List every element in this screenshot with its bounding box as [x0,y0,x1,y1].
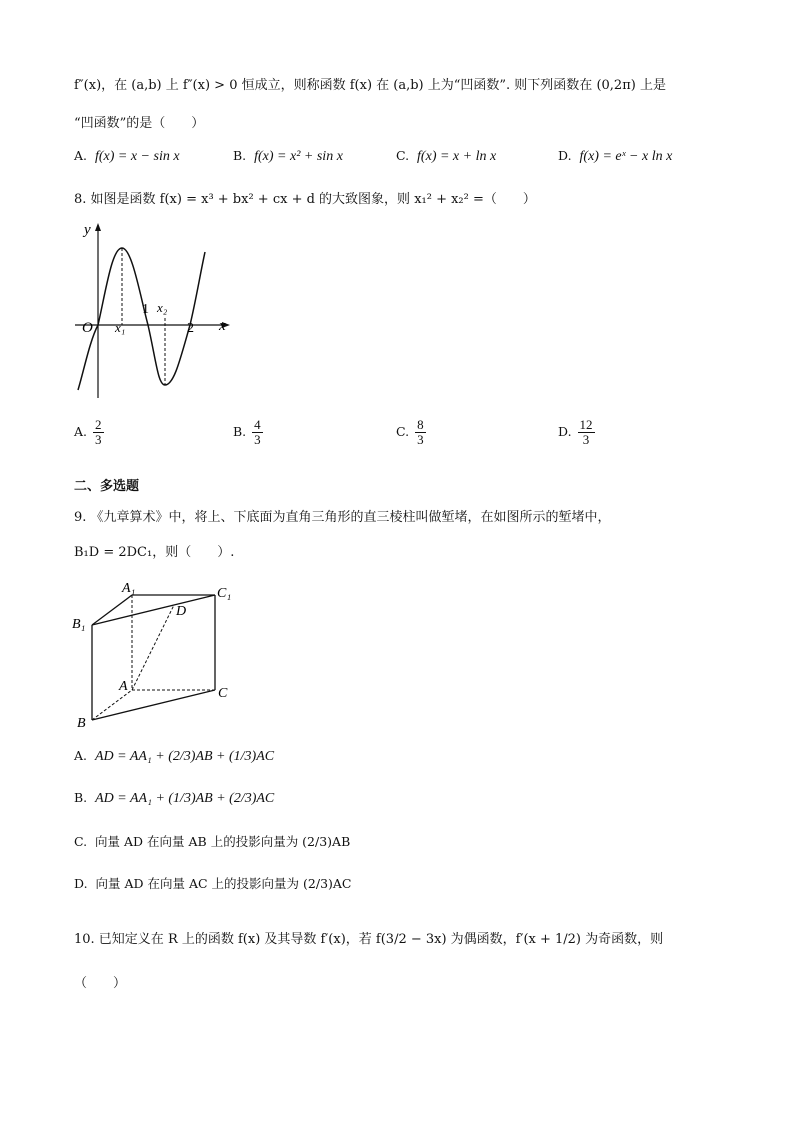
label-b1: B₁ [72,617,86,632]
section-heading: 二、多选题 [74,479,140,494]
q7-option-b: B. f(x) = x² + sin x [233,148,343,164]
q7-stem-line2: “凹函数”的是（ ） [74,116,205,131]
q10-stem-line2: （ ） [74,976,127,991]
q9-option-c: C. 向量 AD 在向量 AB 上的投影向量为 (2/3)AB [74,834,351,849]
y-label: y [84,222,91,238]
q10-stem: 10. 已知定义在 R 上的函数 f(x) 及其导数 f′(x)，若 f(3/2 − 3x) 为偶函数，f′(x + 1/2) 为奇函数，则 [74,932,664,947]
label-a: A [119,679,128,694]
q7-option-a: A. f(x) = x − sin x [74,148,180,164]
q8-option-b: B. $\frac{4}{3}$ [233,417,261,447]
x-label: x [219,318,226,334]
q8-stem: 8. 如图是函数 f(x) = x³ + bx² + cx + d 的大致图象，则 x₁² + x₂² =（ ） [74,192,536,207]
x1-label: x₁ [115,320,126,335]
label-d: D [176,604,187,619]
origin-label: O [82,320,93,336]
q8-option-c: C. $\frac{8}{3}$ [396,417,424,447]
q7-option-d: D. f(x) = eˣ − x ln x [558,148,673,164]
q9-option-a: A. AD = AA₁ + (2/3)AB + (1/3)AC [74,748,275,764]
y-axis-arrow-icon [95,223,101,231]
q8-option-d: D. $\frac{12}{3}$ [558,417,593,447]
q9-option-d: D. 向量 AD 在向量 AC 上的投影向量为 (2/3)AC [74,876,352,891]
q9-stem-line2: B₁D = 2DC₁，则（ ）. [74,545,235,560]
q8-option-a: A. $\frac{2}{3}$ [74,417,102,447]
cubic-curve [78,248,205,390]
label-b: B [77,716,86,731]
q8-cubic-graph [70,220,240,405]
q9-option-b: B. AD = AA₁ + (1/3)AB + (2/3)AC [74,790,275,806]
label-c1: C₁ [217,586,232,601]
label-c: C [218,686,228,701]
q9-stem-line1: 9. 《九章算术》中，将上、下底面为直角三角形的直三棱柱叫做堑堵，在如图所示的堑堵中， [74,510,611,525]
q7-stem-line1: f″(x)，在 (a,b) 上 f″(x) > 0 恒成立，则称函数 f(x) 在 (a,b) 上为“凹函数”. 则下列函数在 (0,2π) 上是 [74,78,666,93]
q9-prism-figure [70,575,245,735]
x2-label: x₂ [157,300,168,315]
label-a1: A₁ [122,581,136,596]
q7-option-c: C. f(x) = x + ln x [396,148,497,164]
tick-2-label: 2 [187,321,194,336]
tick-1-label: 1 [142,302,149,317]
